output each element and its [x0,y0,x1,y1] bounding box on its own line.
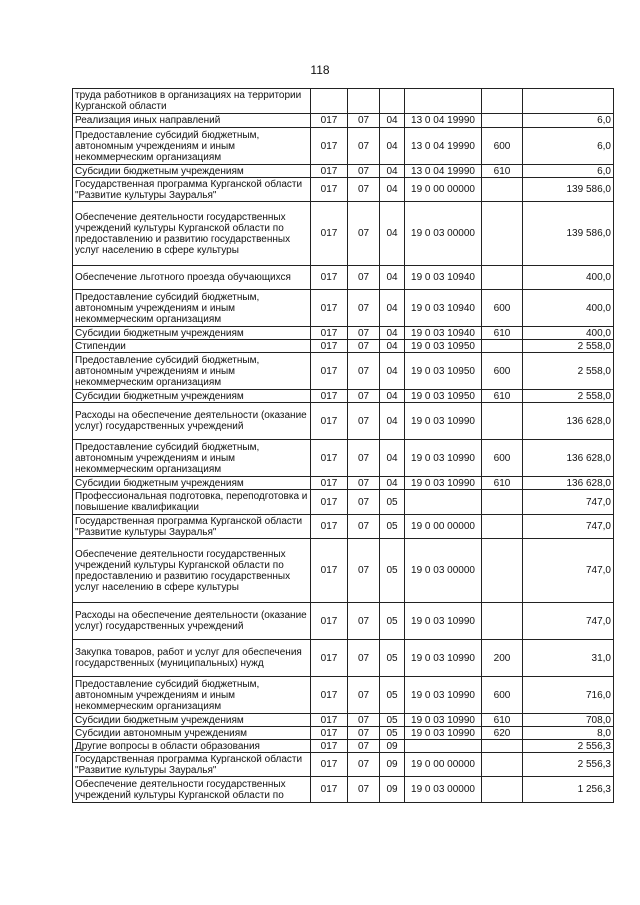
table-row [73,290,614,327]
table-row [73,727,614,740]
amount-cell: 2 556,3 [523,740,614,753]
expense-type-cell: 610 [482,165,523,178]
item-name-cell: Обеспечение льготного проезда обучающихся [73,266,311,290]
amount-cell: 2 558,0 [523,353,614,390]
item-name-cell: Профессиональная подготовка, переподготовка и повышение квалификации [73,490,311,515]
subsection-code-cell: 09 [380,777,405,803]
subsection-code-cell: 04 [380,128,405,165]
subsection-code-cell: 04 [380,202,405,266]
subsection-code-cell: 05 [380,603,405,640]
target-article-cell: 19 0 03 10990 [405,640,482,677]
section-code-cell: 07 [348,165,380,178]
target-article-cell [405,740,482,753]
expense-type-cell: 610 [482,714,523,727]
subsection-code-cell: 04 [380,353,405,390]
target-article-cell: 19 0 03 00000 [405,539,482,603]
expense-type-cell [482,202,523,266]
table-row [73,178,614,202]
amount-cell: 747,0 [523,490,614,515]
amount-cell: 400,0 [523,266,614,290]
section-code-cell: 07 [348,178,380,202]
item-name-cell: труда работников в организациях на территории Курганской области [73,89,311,114]
subsection-code-cell: 05 [380,539,405,603]
subsection-code-cell: 04 [380,178,405,202]
ministry-code-cell: 017 [311,165,348,178]
budget-table [72,88,614,803]
section-code-cell: 07 [348,714,380,727]
section-code-cell: 07 [348,266,380,290]
target-article-cell: 19 0 03 00000 [405,777,482,803]
table-row [73,640,614,677]
item-name-cell: Государственная программа Курганской области "Развитие культуры Зауралья" [73,753,311,777]
table-row [73,403,614,440]
amount-cell: 1 256,3 [523,777,614,803]
table-row [73,714,614,727]
item-name-cell: Субсидии бюджетным учреждениям [73,327,311,340]
table-row [73,340,614,353]
item-name-cell: Другие вопросы в области образования [73,740,311,753]
item-name-cell: Предоставление субсидий бюджетным, автономным учреждениям и иным некоммерческим организациям [73,440,311,477]
amount-cell: 747,0 [523,539,614,603]
item-name-cell: Государственная программа Курганской области "Развитие культуры Зауралья" [73,515,311,539]
expense-type-cell: 610 [482,327,523,340]
ministry-code-cell: 017 [311,327,348,340]
table-row [73,777,614,803]
amount-cell: 6,0 [523,114,614,128]
amount-cell: 400,0 [523,290,614,327]
ministry-code-cell: 017 [311,727,348,740]
section-code-cell: 07 [348,515,380,539]
section-code-cell: 07 [348,727,380,740]
section-code-cell: 07 [348,777,380,803]
item-name-cell: Расходы на обеспечение деятельности (оказание услуг) государственных учреждений [73,403,311,440]
expense-type-cell [482,777,523,803]
subsection-code-cell: 04 [380,114,405,128]
target-article-cell: 13 0 04 19990 [405,114,482,128]
ministry-code-cell: 017 [311,178,348,202]
table-row [73,753,614,777]
ministry-code-cell: 017 [311,440,348,477]
expense-type-cell [482,740,523,753]
ministry-code-cell [311,89,348,114]
amount-cell: 31,0 [523,640,614,677]
section-code-cell: 07 [348,390,380,403]
amount-cell: 2 556,3 [523,753,614,777]
amount-cell [523,89,614,114]
item-name-cell: Закупка товаров, работ и услуг для обеспечения государственных (муниципальных) нужд [73,640,311,677]
subsection-code-cell: 04 [380,327,405,340]
amount-cell: 747,0 [523,603,614,640]
section-code-cell: 07 [348,477,380,490]
ministry-code-cell: 017 [311,640,348,677]
expense-type-cell [482,340,523,353]
target-article-cell: 19 0 03 10990 [405,727,482,740]
ministry-code-cell: 017 [311,677,348,714]
section-code-cell: 07 [348,740,380,753]
table-row [73,266,614,290]
subsection-code-cell: 05 [380,515,405,539]
target-article-cell: 19 0 03 10990 [405,714,482,727]
section-code-cell: 07 [348,114,380,128]
ministry-code-cell: 017 [311,603,348,640]
expense-type-cell: 200 [482,640,523,677]
ministry-code-cell: 017 [311,753,348,777]
item-name-cell: Обеспечение деятельности государственных учреждений культуры Курганской области по предоставлению и развитию государственных услуг населению в сфере культуры [73,539,311,603]
target-article-cell: 19 0 03 10990 [405,677,482,714]
subsection-code-cell: 09 [380,740,405,753]
table-row [73,677,614,714]
amount-cell: 136 628,0 [523,440,614,477]
expense-type-cell [482,603,523,640]
table-row [73,490,614,515]
ministry-code-cell: 017 [311,390,348,403]
expense-type-cell [482,539,523,603]
ministry-code-cell: 017 [311,290,348,327]
amount-cell: 400,0 [523,327,614,340]
item-name-cell: Стипендии [73,340,311,353]
table-row [73,477,614,490]
expense-type-cell [482,89,523,114]
expense-type-cell: 600 [482,677,523,714]
target-article-cell: 19 0 03 10990 [405,440,482,477]
section-code-cell: 07 [348,403,380,440]
table-row [73,539,614,603]
target-article-cell: 19 0 03 10940 [405,290,482,327]
ministry-code-cell: 017 [311,353,348,390]
target-article-cell [405,490,482,515]
expense-type-cell: 600 [482,440,523,477]
section-code-cell: 07 [348,440,380,477]
item-name-cell: Субсидии бюджетным учреждениям [73,390,311,403]
ministry-code-cell: 017 [311,340,348,353]
section-code-cell: 07 [348,677,380,714]
subsection-code-cell: 04 [380,290,405,327]
section-code-cell: 07 [348,340,380,353]
expense-type-cell [482,266,523,290]
amount-cell: 8,0 [523,727,614,740]
subsection-code-cell: 04 [380,403,405,440]
section-code-cell: 07 [348,202,380,266]
target-article-cell: 19 0 00 00000 [405,178,482,202]
amount-cell: 6,0 [523,128,614,165]
subsection-code-cell: 05 [380,677,405,714]
expense-type-cell: 620 [482,727,523,740]
ministry-code-cell: 017 [311,128,348,165]
target-article-cell: 19 0 03 10990 [405,403,482,440]
target-article-cell: 19 0 03 10990 [405,603,482,640]
ministry-code-cell: 017 [311,477,348,490]
subsection-code-cell: 04 [380,165,405,178]
target-article-cell: 19 0 03 10940 [405,327,482,340]
item-name-cell: Обеспечение деятельности государственных учреждений культуры Курганской области по предоставлению и развитию государственных услуг населению в сфере культуры [73,202,311,266]
ministry-code-cell: 017 [311,740,348,753]
expense-type-cell: 600 [482,353,523,390]
table-row [73,390,614,403]
expense-type-cell [482,753,523,777]
expense-type-cell [482,178,523,202]
section-code-cell: 07 [348,640,380,677]
subsection-code-cell: 05 [380,714,405,727]
table-row [73,202,614,266]
table-row [73,165,614,178]
target-article-cell: 19 0 00 00000 [405,515,482,539]
table-row [73,440,614,477]
ministry-code-cell: 017 [311,515,348,539]
amount-cell: 2 558,0 [523,390,614,403]
amount-cell: 139 586,0 [523,202,614,266]
section-code-cell: 07 [348,490,380,515]
item-name-cell: Расходы на обеспечение деятельности (оказание услуг) государственных учреждений [73,603,311,640]
section-code-cell: 07 [348,353,380,390]
target-article-cell [405,89,482,114]
amount-cell: 6,0 [523,165,614,178]
budget-table-body [73,89,614,803]
subsection-code-cell: 04 [380,440,405,477]
expense-type-cell [482,114,523,128]
amount-cell: 2 558,0 [523,340,614,353]
item-name-cell: Предоставление субсидий бюджетным, автономным учреждениям и иным некоммерческим организациям [73,290,311,327]
ministry-code-cell: 017 [311,539,348,603]
item-name-cell: Предоставление субсидий бюджетным, автономным учреждениям и иным некоммерческим организациям [73,128,311,165]
table-row [73,114,614,128]
ministry-code-cell: 017 [311,403,348,440]
page-number: 118 [310,63,330,77]
section-code-cell: 07 [348,603,380,640]
subsection-code-cell: 05 [380,727,405,740]
target-article-cell: 13 0 04 19990 [405,165,482,178]
ministry-code-cell: 017 [311,202,348,266]
section-code-cell: 07 [348,539,380,603]
expense-type-cell: 600 [482,290,523,327]
table-row [73,128,614,165]
table-row [73,353,614,390]
subsection-code-cell: 05 [380,640,405,677]
subsection-code-cell: 09 [380,753,405,777]
expense-type-cell: 600 [482,128,523,165]
amount-cell: 139 586,0 [523,178,614,202]
section-code-cell: 07 [348,327,380,340]
expense-type-cell [482,403,523,440]
ministry-code-cell: 017 [311,266,348,290]
subsection-code-cell: 04 [380,340,405,353]
subsection-code-cell [380,89,405,114]
item-name-cell: Субсидии бюджетным учреждениям [73,714,311,727]
section-code-cell [348,89,380,114]
expense-type-cell: 610 [482,477,523,490]
table-row [73,327,614,340]
item-name-cell: Предоставление субсидий бюджетным, автономным учреждениям и иным некоммерческим организациям [73,353,311,390]
subsection-code-cell: 04 [380,477,405,490]
amount-cell: 708,0 [523,714,614,727]
target-article-cell: 19 0 03 10950 [405,340,482,353]
item-name-cell: Субсидии бюджетным учреждениям [73,165,311,178]
target-article-cell: 19 0 03 10950 [405,353,482,390]
expense-type-cell [482,490,523,515]
expense-type-cell [482,515,523,539]
item-name-cell: Субсидии автономным учреждениям [73,727,311,740]
target-article-cell: 19 0 03 10940 [405,266,482,290]
amount-cell: 136 628,0 [523,477,614,490]
target-article-cell: 19 0 03 10950 [405,390,482,403]
amount-cell: 747,0 [523,515,614,539]
item-name-cell: Субсидии бюджетным учреждениям [73,477,311,490]
subsection-code-cell: 05 [380,490,405,515]
target-article-cell: 19 0 03 10990 [405,477,482,490]
target-article-cell: 19 0 00 00000 [405,753,482,777]
table-row [73,515,614,539]
ministry-code-cell: 017 [311,114,348,128]
amount-cell: 716,0 [523,677,614,714]
item-name-cell: Предоставление субсидий бюджетным, автономным учреждениям и иным некоммерческим организациям [73,677,311,714]
target-article-cell: 13 0 04 19990 [405,128,482,165]
table-row [73,603,614,640]
subsection-code-cell: 04 [380,266,405,290]
item-name-cell: Государственная программа Курганской области "Развитие культуры Зауралья" [73,178,311,202]
amount-cell: 136 628,0 [523,403,614,440]
target-article-cell: 19 0 03 00000 [405,202,482,266]
table-row [73,740,614,753]
item-name-cell: Реализация иных направлений [73,114,311,128]
expense-type-cell: 610 [482,390,523,403]
ministry-code-cell: 017 [311,714,348,727]
table-row [73,89,614,114]
subsection-code-cell: 04 [380,390,405,403]
section-code-cell: 07 [348,128,380,165]
item-name-cell: Обеспечение деятельности государственных учреждений культуры Курганской области по [73,777,311,803]
section-code-cell: 07 [348,753,380,777]
ministry-code-cell: 017 [311,777,348,803]
ministry-code-cell: 017 [311,490,348,515]
section-code-cell: 07 [348,290,380,327]
